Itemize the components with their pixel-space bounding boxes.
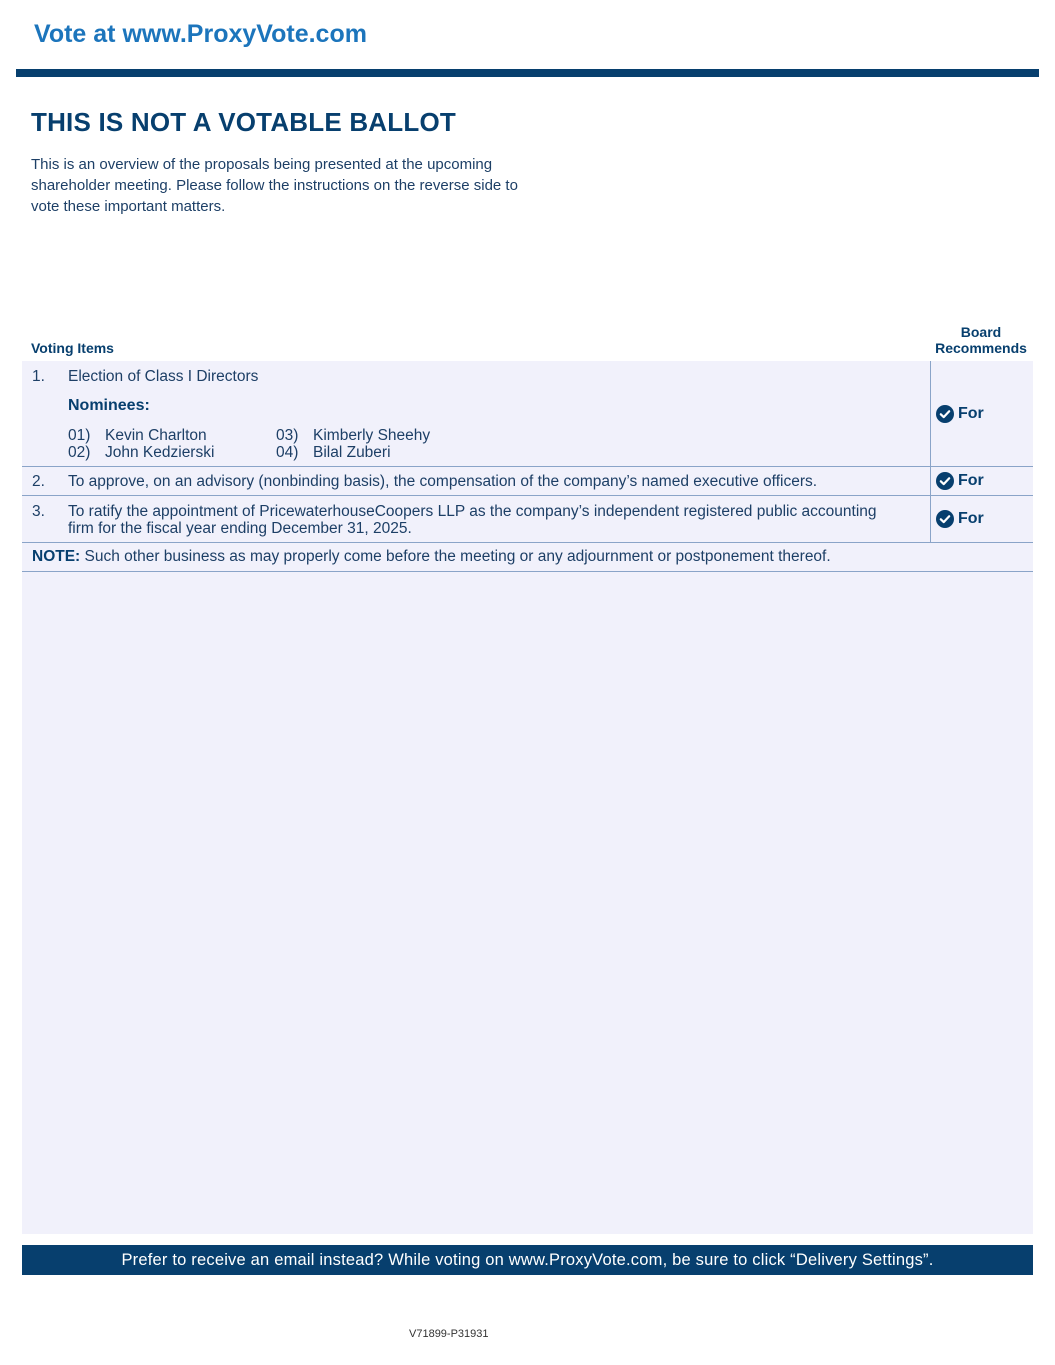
voting-item-3 [22, 496, 1033, 543]
proxyvote-link[interactable]: Vote at www.ProxyVote.com [34, 20, 367, 48]
intro-text: This is an overview of the proposals being presented at the upcoming shareholder meeting. Please follow the instructions on the reverse side to vote these important matters. [31, 156, 518, 215]
voting-items-header: Voting Items [31, 340, 114, 356]
item-number: 3. [32, 503, 45, 520]
nominee-number: 04) [276, 444, 299, 461]
recommendation-label: For [958, 472, 984, 489]
nominee-number: 03) [276, 427, 299, 444]
item-number: 2. [32, 473, 45, 490]
recommendation-label: For [958, 405, 984, 422]
header-rule [16, 69, 1039, 77]
board-recommends-line2: Recommends [935, 340, 1027, 356]
board-recommends-header [930, 324, 1032, 356]
item-text: Election of Class I Directors [68, 368, 259, 385]
voting-item-1 [22, 361, 1033, 467]
page-title: THIS IS NOT A VOTABLE BALLOT [31, 107, 456, 137]
check-circle-icon [936, 472, 954, 490]
item-number: 1. [32, 368, 45, 385]
voting-items-panel [22, 361, 1033, 1234]
recommendation-label: For [958, 510, 984, 527]
note-row [22, 543, 1033, 572]
board-recommends-line1: Board [960, 324, 1002, 340]
nominee [68, 427, 207, 444]
nominees-label: Nominees: [68, 397, 150, 414]
board-recommendation [930, 361, 1033, 466]
nominee [68, 444, 214, 461]
document-id: V71899-P31931 [409, 1328, 489, 1340]
nominee-name: Bilal Zuberi [313, 444, 391, 461]
item-text-line1: To ratify the appointment of PricewaterhouseCoopers LLP as the company’s independent registered public accounting [68, 503, 877, 520]
nominee-name: John Kedzierski [105, 444, 215, 461]
nominee-name: Kevin Charlton [105, 427, 207, 444]
nominee [276, 427, 430, 444]
nominee-name: Kimberly Sheehy [313, 427, 431, 444]
board-recommendation [930, 467, 1033, 495]
item-text-line2: firm for the fiscal year ending December 31, 2025. [68, 520, 412, 537]
nominee-number: 02) [68, 444, 91, 461]
delivery-settings-banner: Prefer to receive an email instead? While voting on www.ProxyVote.com, be sure to click “Delivery Settings”. [22, 1245, 1033, 1275]
nominee-number: 01) [68, 427, 91, 444]
note-body: Such other business as may properly come before the meeting or any adjournment or postponement thereof. [80, 548, 831, 565]
voting-item-2 [22, 467, 1033, 496]
check-circle-icon [936, 510, 954, 528]
board-recommendation [930, 496, 1033, 542]
item-text: To approve, on an advisory (nonbinding basis), the compensation of the company’s named executive officers. [68, 473, 818, 490]
nominee [276, 444, 391, 461]
note-text [32, 548, 831, 566]
note-label: NOTE: [32, 548, 81, 565]
item-text [68, 503, 877, 537]
check-circle-icon [936, 405, 954, 423]
